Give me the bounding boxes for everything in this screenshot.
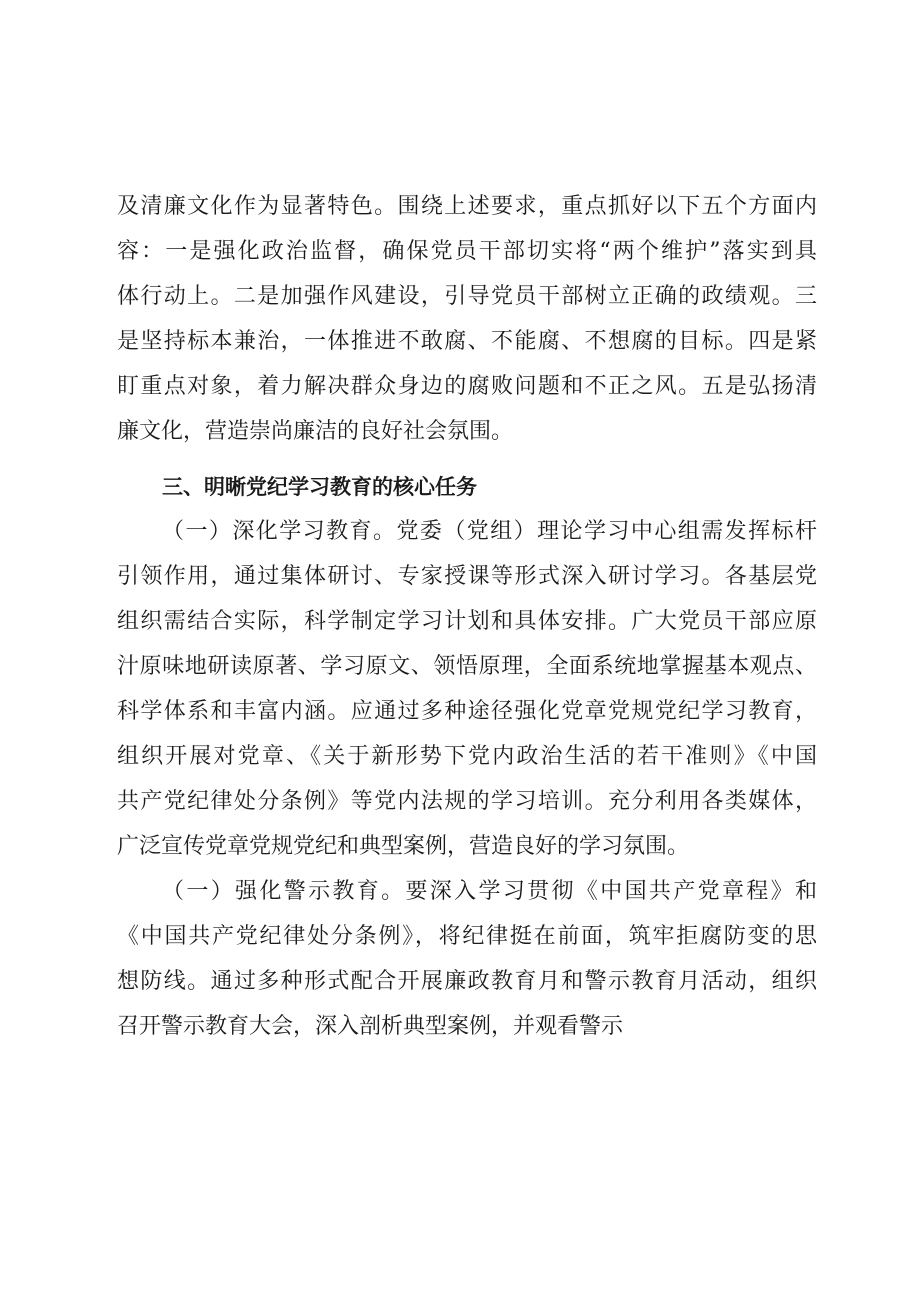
paragraph-line: 廉文化，营造崇尚廉洁的良好社会氛围。 [117,419,514,444]
paragraph-line: 组织需结合实际，科学制定学习计划和具体安排。广大党员干部应原 [117,609,817,634]
paragraph-line: 科学体系和丰富内涵。应通过多种途径强化党章党规党纪学习教育， [117,699,817,724]
paragraph-line: 容：一是强化政治监督，确保党员干部切实将“两个维护”落实到具 [117,239,817,264]
paragraph-line: 汁原味地研读原著、学习原文、领悟原理，全面系统地掌握基本观点、 [117,654,817,679]
paragraph-line: 组织开展对党章、《关于新形势下党内政治生活的若干准则》《中国 [117,744,817,769]
paragraph-line: 共产党纪律处分条例》等党内法规的学习培训。充分利用各类媒体， [117,789,817,814]
paragraph-line: 想防线。通过多种形式配合开展廉政教育月和警示教育月活动，组织 [117,969,817,994]
paragraph-line: 及清廉文化作为显著特色。围绕上述要求，重点抓好以下五个方面内 [117,194,817,219]
paragraph-line: 引领作用，通过集体研讨、专家授课等形式深入研讨学习。各基层党 [117,564,817,589]
paragraph-line: 体行动上。二是加强作风建设，引导党员干部树立正确的政绩观。三 [117,284,817,309]
paragraph-line: 召开警示教育大会，深入剖析典型案例，并观看警示 [117,1014,624,1039]
paragraph-line: （一）深化学习教育。党委（党组）理论学习中心组需发挥标杆 [162,519,817,544]
paragraph-line: 盯重点对象，着力解决群众身边的腐败问题和不正之风。五是弘扬清 [117,374,817,399]
paragraph-line: 广泛宣传党章党规党纪和典型案例，营造良好的学习氛围。 [117,834,690,859]
paragraph-line: （一）强化警示教育。要深入学习贯彻《中国共产党章程》和 [162,879,817,904]
paragraph-line: 《中国共产党纪律处分条例》，将纪律挺在前面，筑牢拒腐防变的思 [117,924,817,949]
paragraph-line: 是坚持标本兼治，一体推进不敢腐、不能腐、不想腐的目标。四是紧 [117,329,817,354]
section-heading: 三、明晰党纪学习教育的核心任务 [162,475,477,499]
